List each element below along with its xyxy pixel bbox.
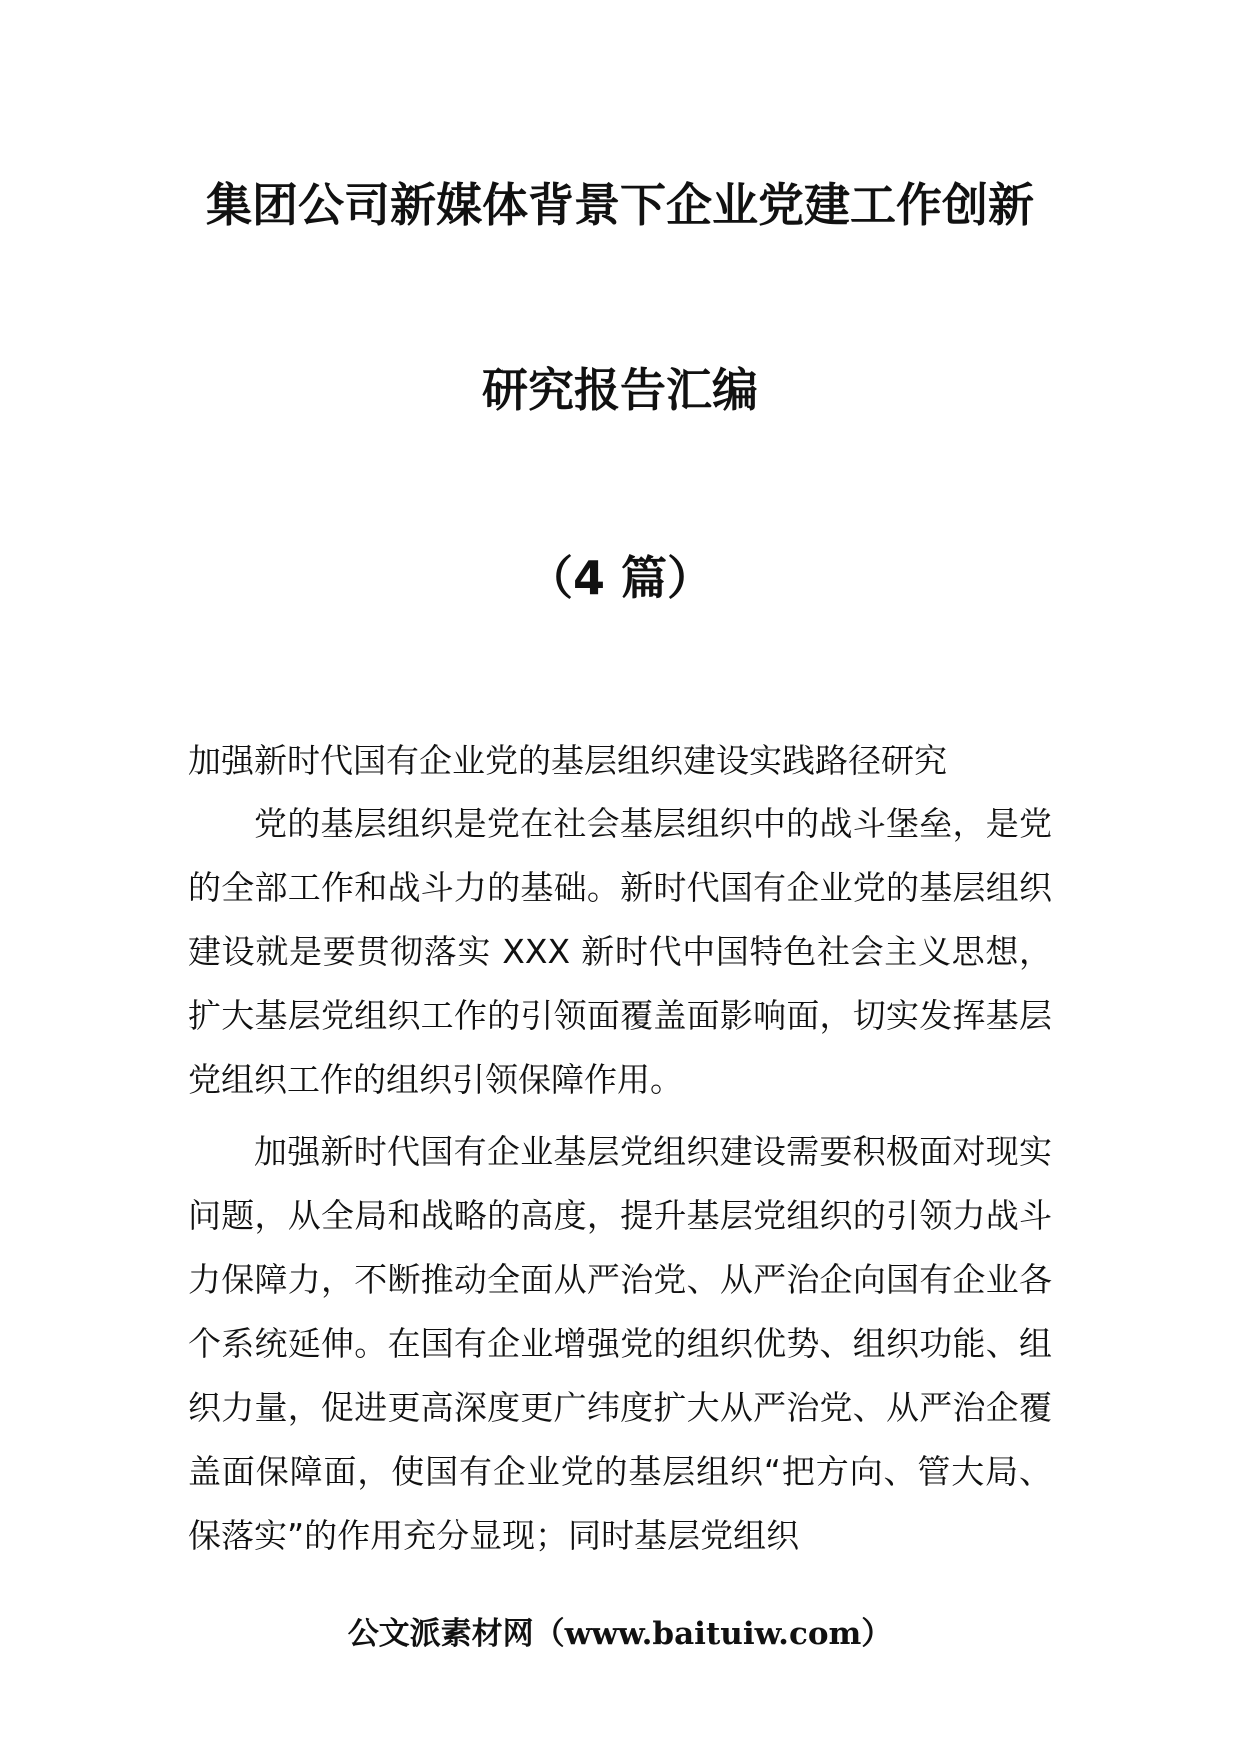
document-title-line-2: 研究报告汇编 — [482, 363, 758, 417]
section-heading: 加强新时代国有企业党的基层组织建设实践路径研究 — [188, 741, 947, 780]
document-title-line-1: 集团公司新媒体背景下企业党建工作创新 — [206, 178, 1034, 232]
body-paragraph-2: 加强新时代国有企业基层党组织建设需要积极面对现实问题，从全局和战略的高度，提升基层党组织的引领力战斗力保障力，不断推动全面从严治党、从严治企向国有企业各个系统延伸。在国有企业增强党的组织优势、组织功能、组织力量，促进更高深度更广纬度扩大从严治党、从严治企覆盖面保障面，使国有企业党的基层组织“把方向、管大局、保落实”的作用充分显现；同时基层党组织 — [188, 1132, 1052, 1555]
page-footer: 公文派素材网（www.baituiw.com） — [347, 1616, 893, 1652]
article-count: （4 篇） — [526, 551, 714, 605]
document-body — [188, 730, 1052, 1568]
body-paragraph-1: 党的基层组织是党在社会基层组织中的战斗堡垒，是党的全部工作和战斗力的基础。新时代国有企业党的基层组织建设就是要贯彻落实 XXX 新时代中国特色社会主义思想，扩大基层党组织工作的引领面覆盖面影响面，切实发挥基层党组织工作的组织引领保障作用。 — [188, 804, 1052, 1099]
